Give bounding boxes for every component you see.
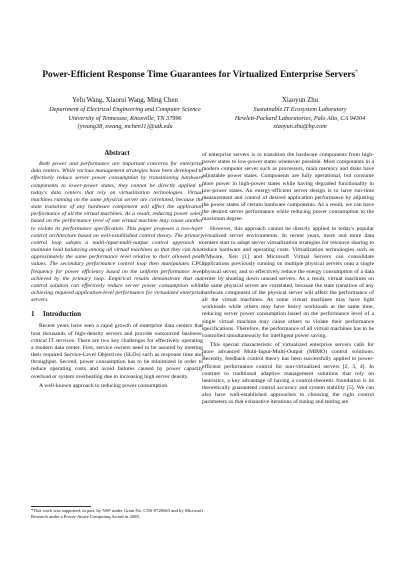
paper-title	[20, 67, 380, 81]
footnote-rule	[31, 506, 91, 507]
author-org-right: Hewlett-Packard Laboratories, Palo Alto, CA 94304	[234, 114, 366, 122]
section-title: Introduction	[43, 310, 81, 319]
author-block-left	[30, 97, 220, 132]
author-email-left: {ywang38, xwang, mchen11}@utk.edu	[77, 123, 173, 131]
title-text: Power-Efficient Response Time Guarantees for Virtualized Enterprise Servers	[42, 70, 356, 81]
right-column	[202, 152, 374, 408]
author-univ-left: University of Tennessee, Knoxville, TN 37996	[68, 114, 182, 122]
author-names-left: Yefu Wang, Xiaorui Wang, Ming Chen	[72, 97, 178, 104]
author-dept-left: Department of Electrical Engineering and Computer Science	[49, 106, 201, 114]
author-names-right: Xiaoyun Zhu	[281, 97, 319, 104]
right-paragraph-2: However, this approach cannot be directly applied to today's popular virtualized server environments. In recent years, more and more data centers start to adopt server virtualization strategies for resource sharing to reduce hardware and operating costs. Virtualization technologies such as VMware, Xen [1] and Microsoft Virtual Servers can consolidate applications previously running on multiple physical servers onto a single physical server, and so effectively reduce the energy consumption of a data center by shutting down unused servers. As a result, virtual machines on the same physical server are correlated, because the state transition of any hardware component of the physical server will affect the performance of all the virtual machines. As some virtual machines may have light workloads while others may have heavy workloads at the same time, reducing server power consumption based on the performance level of a single virtual machine may cause others to violate their performance specifications. Therefore, the performance of all virtual machines has to be controlled simultaneously for intelligent power saving.	[202, 225, 374, 339]
author-block-right	[220, 97, 380, 132]
right-paragraph-3: This special characteristic of virtualized enterprise servers calls for more advanced Multi-Input-Multi-Output (MIMO) control solutions. Recently, feedback control theory has been successfully applied to power-efficient performance control for non-virtualized servers [2, 3, 4]. In contrast to traditional adaptive management solutions that rely on heuristics, a key advantage of having a control-theoretic foundation is its theoretically guaranteed control accuracy and system stability [5]. We can also have well-established approaches to choosing the right control parameters so that exhaustive iterations of tuning and testing are	[202, 342, 374, 406]
intro-paragraph-1: Recent years have seen a rapid growth of enterprise data centers that host thousands of high-density servers and provide outsourced business-critical IT services. There are two key challenges for effectively operating a modern data center. First, service owners need to be assured by meeting their required Service-Level Objectives (SLOs) such as response time and throughput. Second, power consumption has to be minimized in order to reduce operating costs and avoid failures caused by power capacity overload or system overheating due to increasing high server density.	[31, 323, 203, 380]
section-number: 1	[31, 310, 35, 319]
author-dept-right: Sustainable IT Ecosystem Laboratory	[253, 106, 347, 114]
author-email-right: xiaoyun.zhu@hp.com	[273, 123, 327, 131]
intro-paragraph-2: A well-known approach to reducing power consumption	[39, 382, 168, 389]
title-footnote-mark: *	[355, 70, 358, 75]
section-heading	[31, 311, 203, 318]
footnote: *This work was supported, in part, by NSF under Grant No. CNS-0720663 and by Microsoft Research under a Power-Aware Computing Award in 2008.	[31, 508, 203, 519]
abstract-body: Both power and performance are important concerns for enterprise data centers. While various management strategies have been developed to effectively reduce server power consumption by transitioning hardware components to lower-power states, they cannot be directly applied to today's data centers that rely on virtualization technologies. Virtual machines running on the same physical server are correlated, because the state transition of any hardware component will affect the application performance of all the virtual machines. As a result, reducing power solely based on the performance level of one virtual machine may cause another to violate its performance specification. This paper proposes a two-layer control architecture based on well-established control theory. The primary control loop adopts a multi-input-multi-output control approach to maintain load balancing among all virtual machines so that they can have approximately the same performance level relative to their allowed peak values. The secondary performance control loop then manipulates CPU frequency for power efficiency based on the uniform performance level achieved by the primary loop. Empirical results demonstrate that our control solution can effectively reduce server power consumption while achieving required application-level performance for virtualized enterprise servers.	[31, 161, 203, 304]
abstract-heading: Abstract	[104, 150, 130, 157]
right-paragraph-1: of enterprise servers is to transition the hardware components from high-power states to low-power states whenever possible. Most components in a modern computer server such as processors, main memory and disks have adjustable power states. Components are fully operational, but consume more power in high-power states while having degraded functionality in low-power states. An energy-efficient server design is to have run-time measurement and control of desired application performance by adjusting the power states of certain hardware components. As a result, we can have the desired server performance while reducing power consumption to the maximum degree.	[202, 152, 374, 223]
left-column	[31, 150, 203, 392]
